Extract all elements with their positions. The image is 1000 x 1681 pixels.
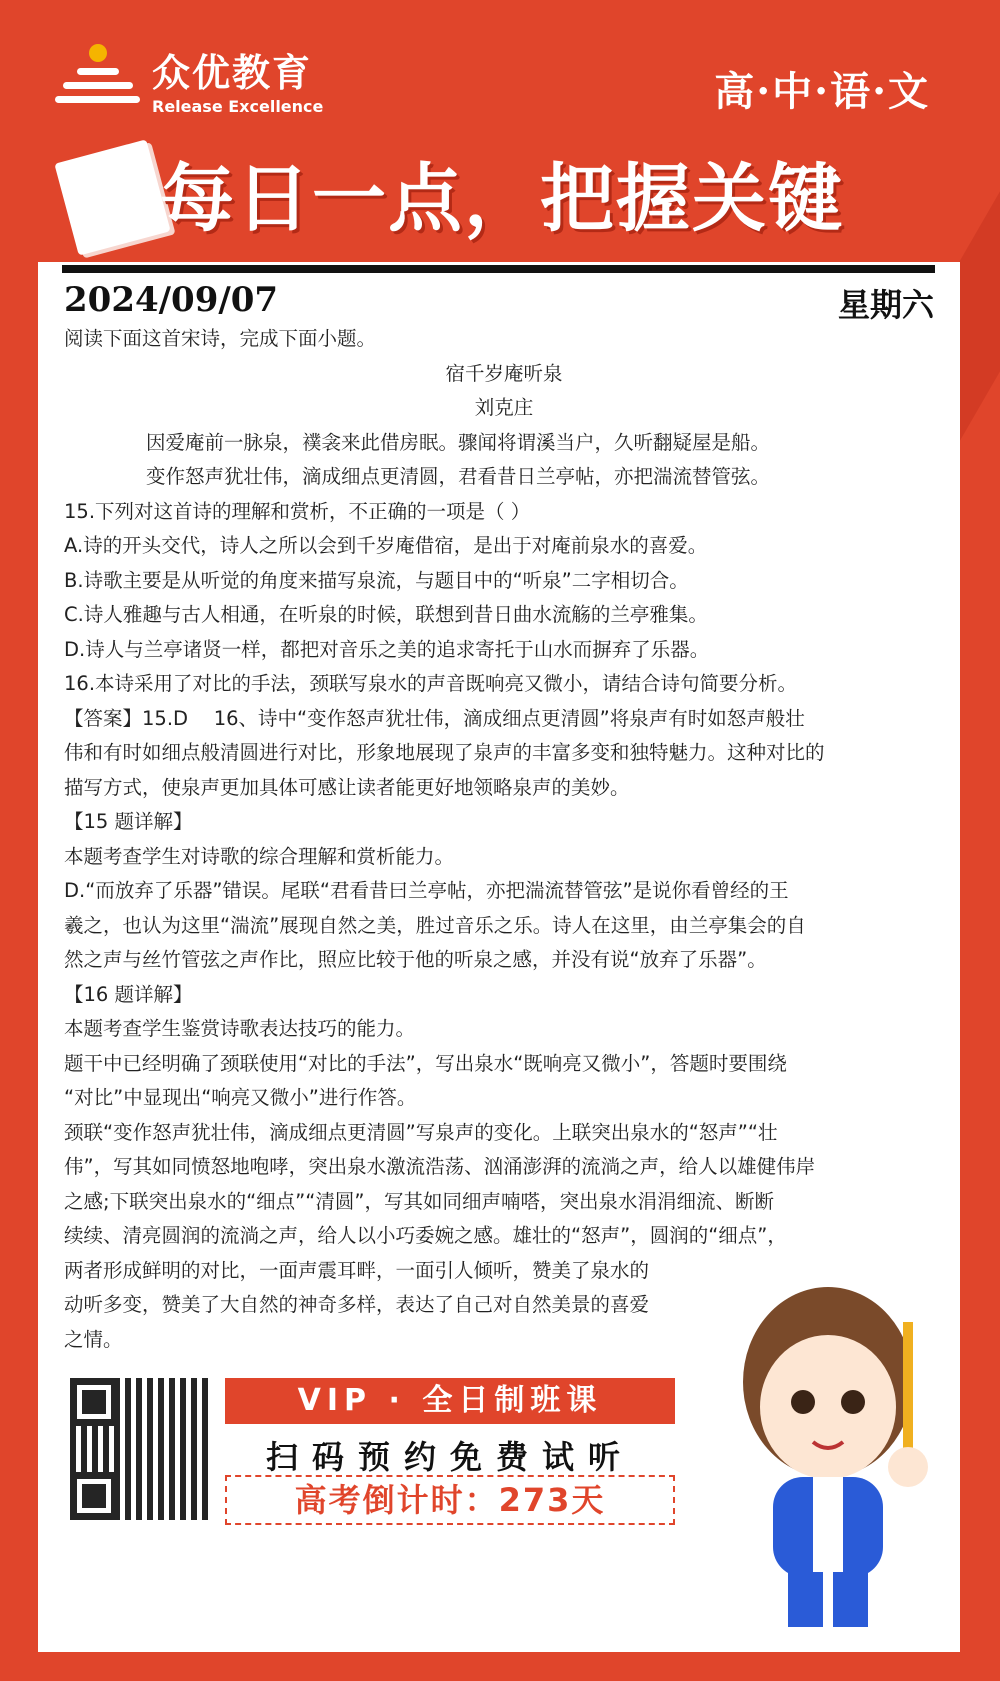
date: 2024/09/07: [64, 280, 279, 320]
text-line: B.诗歌主要是从听觉的角度来描写泉流，与题目中的“听泉”二字相切合。: [64, 568, 689, 592]
vip-banner: VIP · 全日制班课: [225, 1378, 675, 1424]
text-line: 动听多变，赞美了大自然的神奇多样，表达了自己对自然美景的喜爱: [64, 1293, 650, 1316]
text-line: 伟”，写其如同愤怒地咆哮，突出泉水激流浩荡、汹涌澎湃的流淌之声，给人以雄健伟岸: [64, 1155, 816, 1178]
poem-title: 宿千岁庵听泉: [445, 361, 563, 385]
scan-prompt: 扫码预约免费试听: [265, 1438, 634, 1476]
text-line: 【答案】15.D 16、诗中“变作怒声犹壮伟，滴成细点更清圆”将泉声有时如怒声般壮: [64, 706, 805, 730]
text-line: 本题考查学生鉴赏诗歌表达技巧的能力。: [64, 1017, 416, 1040]
logo-icon: [55, 44, 140, 114]
text-line: D.诗人与兰亭诸贤一样，都把对音乐之美的追求寄托于山水而摒弃了乐器。: [64, 637, 710, 661]
text-line: 变作怒声犹壮伟，滴成细点更清圆，君看昔日兰亭帖，亦把湍流替管弦。: [146, 465, 771, 488]
text-line: 题干中已经明确了颈联使用“对比的手法”，写出泉水“既响亮又微小”，答题时要围绕: [64, 1051, 787, 1075]
brand-logo: [55, 42, 323, 116]
text-line: 【15 题详解】: [64, 810, 193, 833]
text-line: 颈联“变作怒声犹壮伟，滴成细点更清圆”写泉声的变化。上联突出泉水的“怒声”“壮: [64, 1120, 778, 1144]
text-line: D.“而放弃了乐器”错误。尾联“君看昔曰兰亭帖，亦把湍流替管弦”是说你看曾经的王: [64, 879, 789, 902]
brand-name: 众优教育: [152, 51, 313, 95]
content-card: [38, 262, 960, 1652]
text-line: “对比”中显现出“响亮又微小”进行作答。: [64, 1086, 417, 1109]
text-line: 阅读下面这首宋诗，完成下面小题。: [64, 327, 377, 350]
text-line: 【16 题详解】: [64, 982, 193, 1006]
text-line: 之感;下联突出泉水的“细点”“清圆”，写其如同细声喃嗒，突出泉水涓涓细流、断断: [64, 1189, 774, 1213]
subject-title: 高·中·语·文: [714, 68, 930, 115]
text-line: 两者形成鲜明的对比，一面声震耳畔，一面引人倾听，赞美了泉水的: [64, 1258, 650, 1282]
paper-icon: [54, 139, 170, 255]
text-line: 16.本诗采用了对比的手法，颈联写泉水的声音既响亮又微小，请结合诗句简要分析。: [64, 672, 798, 695]
text-line: 然之声与丝竹管弦之声作比，照应比较于他的听泉之感，并没有说“放弃了乐器”。: [64, 948, 767, 971]
text-line: 之情。: [64, 1327, 123, 1351]
text-line: 描写方式，使泉声更加具体可感让读者能更好地领略泉声的美妙。: [64, 775, 630, 799]
divider: [62, 265, 935, 273]
text-line: 伟和有时如细点般清圆进行对比，形象地展现了泉声的丰富多变和独特魅力。这种对比的: [64, 741, 825, 764]
mascot-illustration: [718, 1262, 948, 1642]
qr-code[interactable]: [70, 1378, 212, 1520]
brand-tagline: Release Excellence: [152, 97, 324, 116]
text-line: 15.下列对这首诗的理解和赏析，不正确的一项是（ ）: [64, 499, 531, 523]
text-line: C.诗人雅趣与古人相通，在听泉的时候，联想到昔日曲水流觞的兰亭雅集。: [64, 603, 708, 626]
exam-countdown: 高考倒计时：273天: [225, 1475, 675, 1525]
text-line: 本题考查学生对诗歌的综合理解和赏析能力。: [64, 844, 455, 868]
text-line: 因爱庵前一脉泉，襆衾来此借房眠。骤闻将谓溪当户，久听翻疑屋是船。: [146, 430, 771, 454]
poem-author: 刘克庄: [474, 396, 534, 419]
slogan: 每日一点，把握关键: [160, 156, 844, 242]
text-line: 续续、清亮圆润的流淌之声，给人以小巧委婉之感。雄壮的“怒声”，圆润的“细点”，: [64, 1224, 787, 1247]
text-line: 羲之，也认为这里“湍流”展现自然之美，胜过音乐之乐。诗人在这里，由兰亭集会的自: [64, 913, 806, 937]
text-line: A.诗的开头交代，诗人之所以会到千岁庵借宿，是出于对庵前泉水的喜爱。: [64, 534, 708, 557]
weekday: 星期六: [837, 286, 934, 324]
article-body: [64, 322, 944, 1357]
